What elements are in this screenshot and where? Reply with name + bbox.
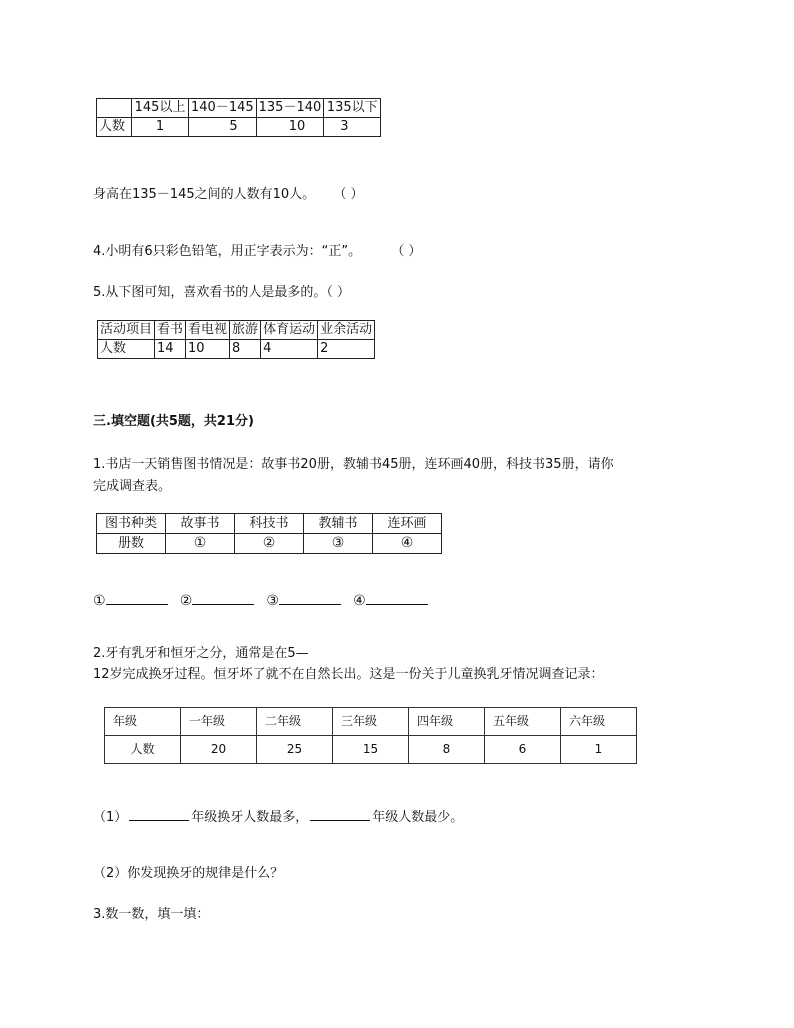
table-cell: 人数: [98, 340, 155, 359]
table-cell: 25: [257, 736, 333, 764]
table-row: [98, 321, 375, 340]
fill3-line1: 3.数一数，填一填：: [93, 907, 210, 922]
table-cell: 五年级: [485, 708, 561, 736]
table-cell: 8: [230, 340, 261, 359]
table-cell: 140－145: [189, 99, 257, 118]
answer-blank[interactable]: [192, 592, 254, 605]
table-cell: 册数: [97, 534, 166, 554]
answer-paren[interactable]: （ ）: [333, 187, 364, 202]
table-cell: 看书: [155, 321, 186, 340]
table-cell: 科技书: [235, 514, 304, 534]
table-cell: 4: [261, 340, 318, 359]
table-cell: 三年级: [333, 708, 409, 736]
table-cell: 活动项目: [98, 321, 155, 340]
table-cell: 人数: [97, 118, 132, 137]
table-cell: 1: [561, 736, 637, 764]
sub-label: （1）: [93, 810, 128, 825]
table-cell: 教辅书: [304, 514, 373, 534]
judge-q5: 5.从下图可知，喜欢看书的人是最多的。（ ）: [93, 285, 351, 300]
table-row: [97, 534, 442, 554]
answer-blank[interactable]: [279, 592, 341, 605]
judge-q3: [93, 183, 363, 202]
table-cell: 连环画: [373, 514, 442, 534]
answer-blank[interactable]: [129, 808, 189, 821]
table-cell: 6: [485, 736, 561, 764]
table-cell: 3: [324, 118, 381, 137]
table-cell: 二年级: [257, 708, 333, 736]
table-cell: [97, 99, 132, 118]
answer-blank[interactable]: [366, 592, 428, 605]
fill1-line1: 1.书店一天销售图书情况是：故事书20册，教辅书45册，连环画40册，科技书35册，请你: [93, 457, 614, 472]
fill1-answers: [93, 592, 428, 609]
table-cell: 10: [186, 340, 230, 359]
answer-blank[interactable]: [310, 808, 370, 821]
table-cell: 2: [318, 340, 375, 359]
table-cell: ②: [235, 534, 304, 554]
table-cell: ③: [304, 534, 373, 554]
answer-label: ①: [93, 593, 106, 609]
judge-q4: [93, 240, 421, 259]
fill1-line2: 完成调查表。: [93, 479, 172, 494]
table-cell: 年级: [105, 708, 181, 736]
fill2-sub1: [93, 806, 463, 825]
table-cell: 20: [181, 736, 257, 764]
table-cell: 8: [409, 736, 485, 764]
table-cell: 5: [189, 118, 257, 137]
table-cell: 看电视: [186, 321, 230, 340]
table-row: [105, 736, 637, 764]
table-cell: 15: [333, 736, 409, 764]
answer-label: ④: [353, 593, 366, 609]
table-cell: 14: [155, 340, 186, 359]
answer-blank[interactable]: [106, 592, 168, 605]
table-cell: ①: [166, 534, 235, 554]
table-cell: ④: [373, 534, 442, 554]
fill2-sub2: （2）你发现换牙的规律是什么？: [93, 866, 284, 881]
table-row: [97, 118, 381, 137]
table-cell: 六年级: [561, 708, 637, 736]
sub-text: 年级人数最少。: [372, 810, 464, 825]
table-cell: 业余活动: [318, 321, 375, 340]
judge-q3-text: 身高在135－145之间的人数有10人。: [93, 187, 316, 202]
judge-q4-text: 4.小明有6只彩色铅笔，用正字表示为：“正”。: [93, 244, 362, 259]
teeth-table: [104, 707, 637, 764]
table-cell: 故事书: [166, 514, 235, 534]
answer-label: ③: [266, 593, 279, 609]
section-title: 三.填空题(共5题，共21分): [93, 414, 254, 429]
table-cell: 一年级: [181, 708, 257, 736]
table-cell: 体育运动: [261, 321, 318, 340]
table-cell: 旅游: [230, 321, 261, 340]
height-table: [96, 98, 381, 137]
table-row: [97, 99, 381, 118]
table-row: [97, 514, 442, 534]
table-cell: 10: [256, 118, 324, 137]
activity-table: [97, 320, 375, 359]
table-cell: 人数: [105, 736, 181, 764]
answer-label: ②: [179, 593, 193, 609]
table-cell: 四年级: [409, 708, 485, 736]
table-row: [98, 340, 375, 359]
fill2-line2: 12岁完成换牙过程。恒牙坏了就不在自然长出。这是一份关于儿童换乳牙情况调查记录：: [93, 667, 604, 682]
table-cell: 135以下: [324, 99, 381, 118]
answer-paren[interactable]: （ ）: [391, 244, 422, 259]
table-cell: 145以上: [132, 99, 189, 118]
table-cell: 1: [132, 118, 189, 137]
fill2-line1: 2.牙有乳牙和恒牙之分，通常是在5—: [93, 646, 309, 661]
book-table: [96, 513, 442, 554]
table-row: [105, 708, 637, 736]
sub-text: 年级换牙人数最多，: [191, 810, 309, 825]
table-cell: 135－140: [256, 99, 324, 118]
table-cell: 图书种类: [97, 514, 166, 534]
